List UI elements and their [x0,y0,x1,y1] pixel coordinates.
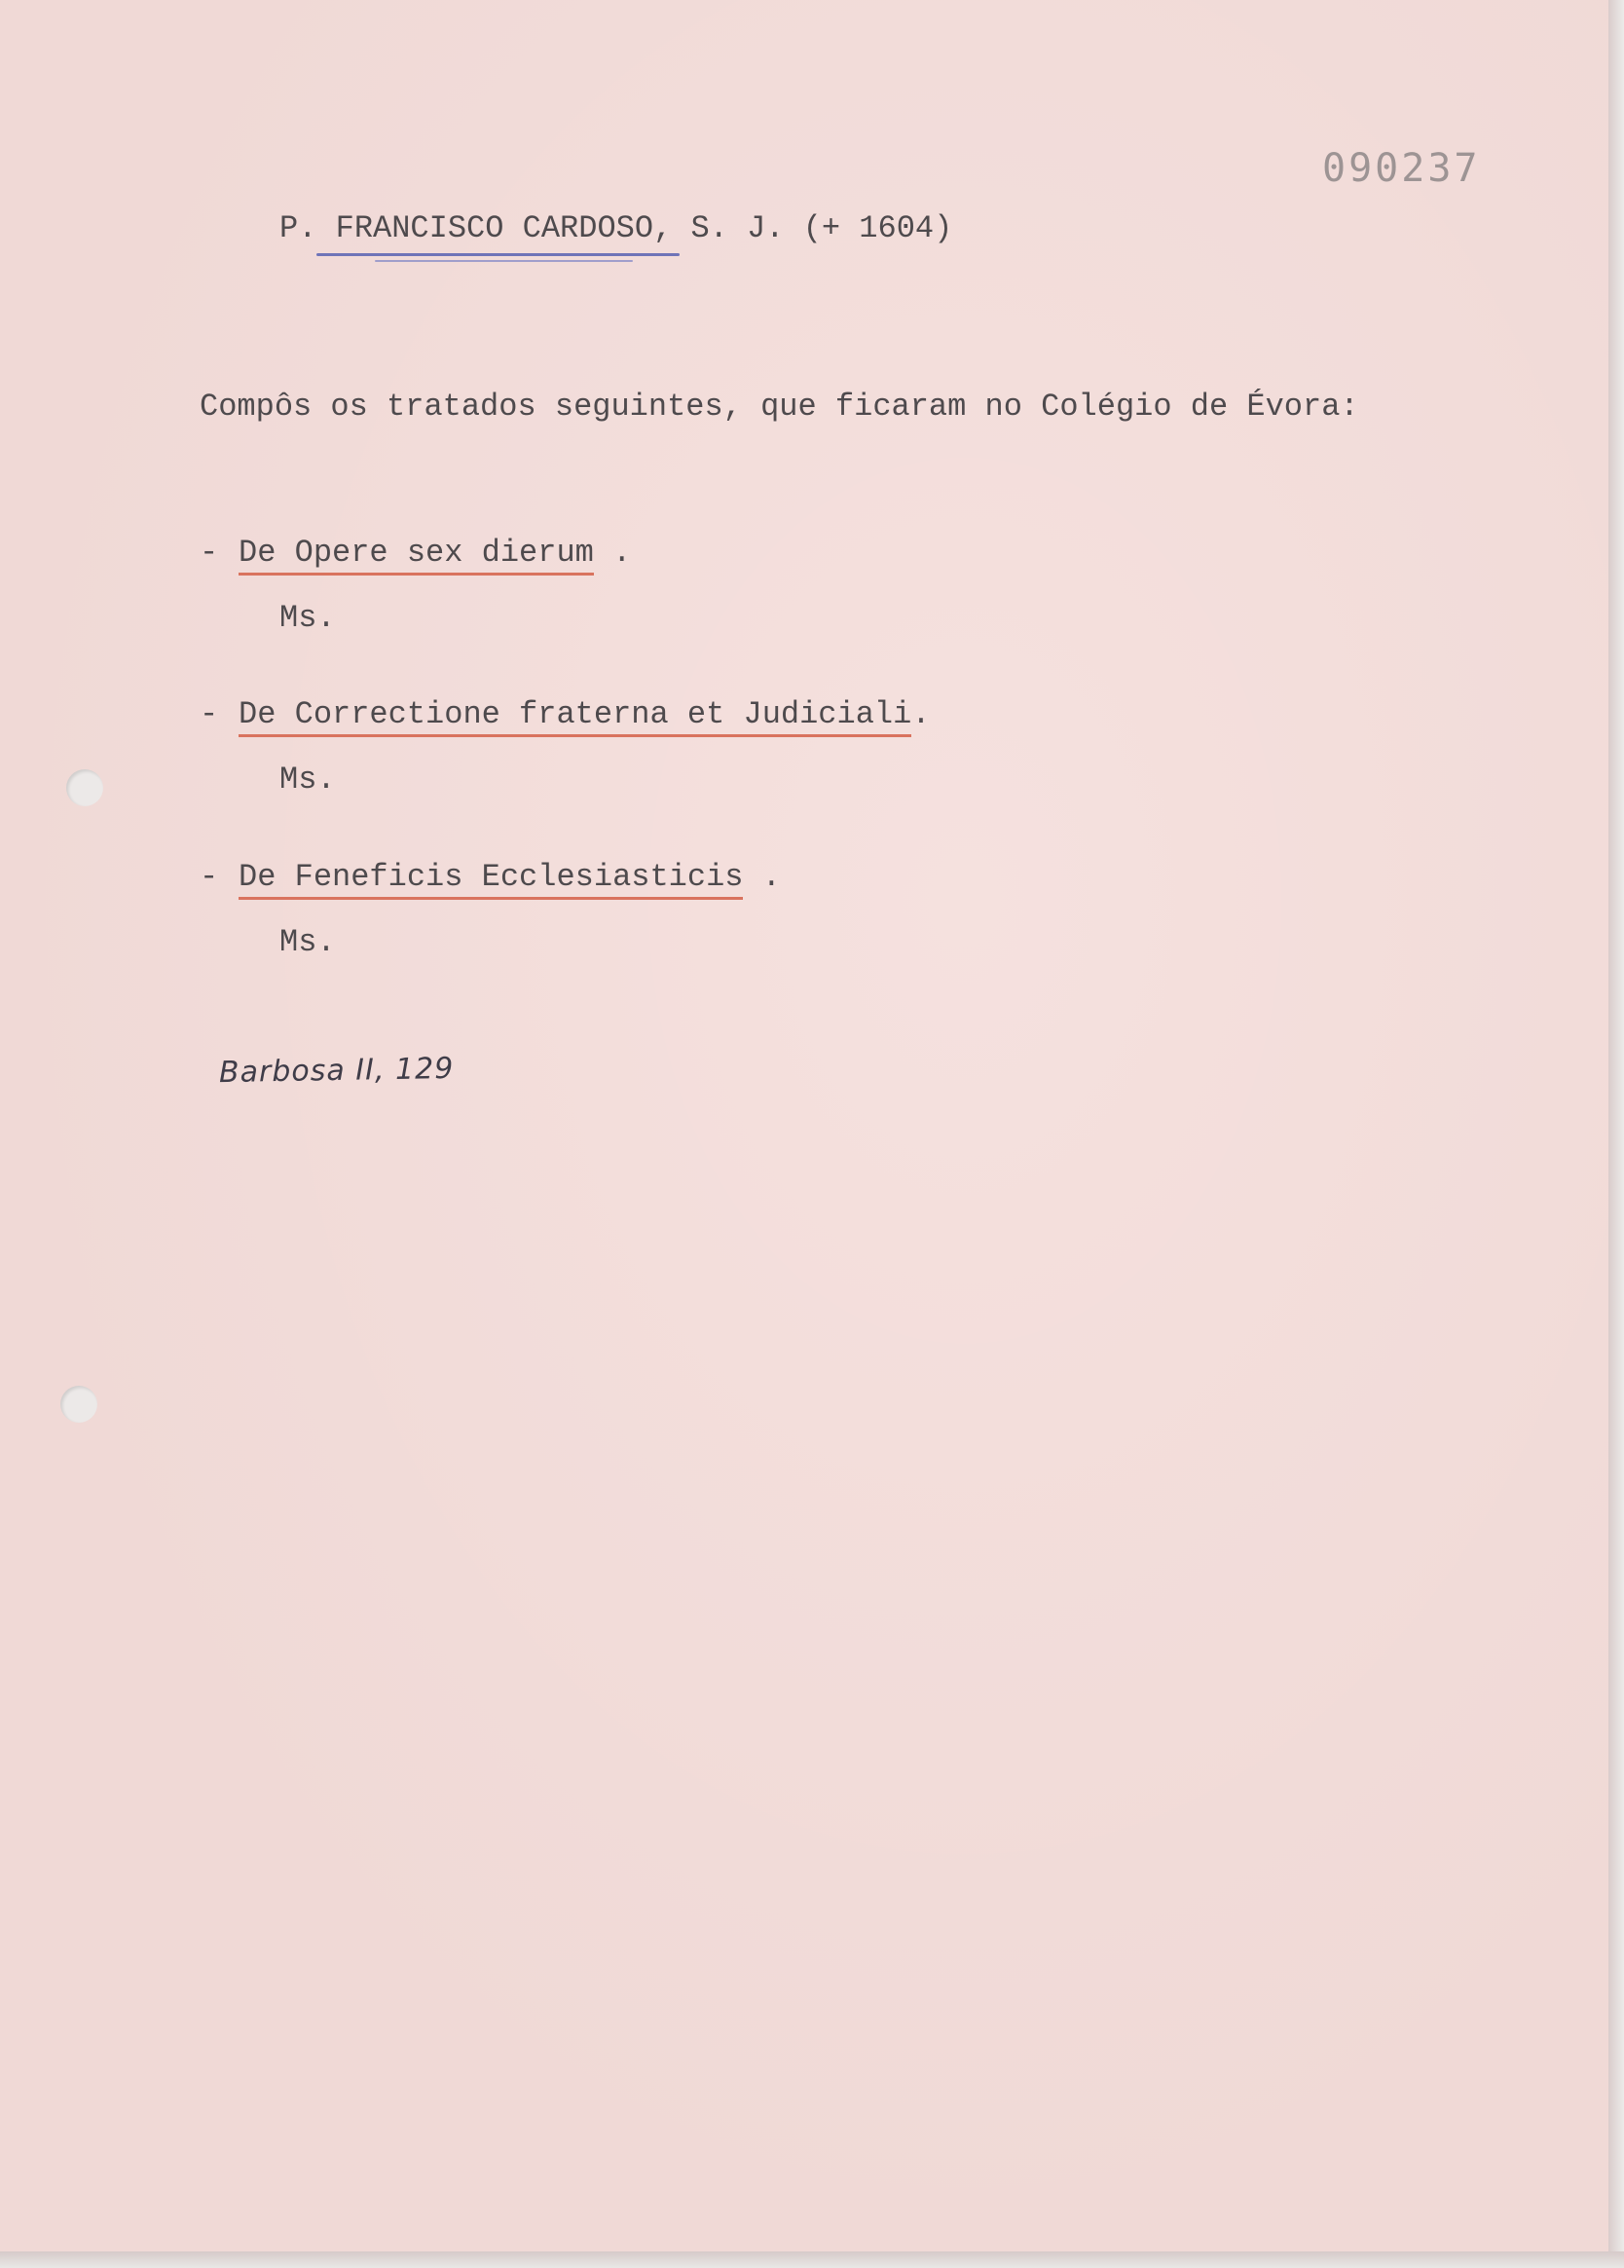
intro-text: Compôs os tratados seguintes, que ficaram no Colégio de Évora: [200,389,1359,425]
title-suffix: S. J. (+ 1604) [672,210,953,246]
punch-hole [60,1386,97,1423]
title-punctuation: . [911,696,931,732]
handwritten-reference: Barbosa II, 129 [218,1051,455,1091]
underlined-title: De Opere sex dierum [239,535,594,576]
list-item-note: Ms. [279,762,336,798]
stamp-number: 090237 [1322,146,1481,191]
page-edge-bottom [0,2251,1624,2268]
underlined-title: De Correctione fraterna et Judiciali [239,696,911,737]
title-name: FRANCISCO CARDOSO, [335,210,673,246]
list-bullet: - [200,696,219,732]
list-bullet: - [200,535,219,571]
underlined-title: De Feneficis Ecclesiasticis [239,859,743,900]
title-punctuation: . [593,535,632,571]
list-item-note: Ms. [279,924,336,960]
page-edge-right [1608,0,1624,2268]
list-item-note: Ms. [279,600,336,636]
list-item-title [239,858,781,897]
punch-hole [66,769,103,806]
list-item-title [239,695,931,734]
page-title [279,209,952,248]
list-item-title [239,534,631,573]
list-bullet: - [200,859,219,895]
title-punctuation: . [743,859,781,895]
title-prefix: P. [279,210,336,246]
